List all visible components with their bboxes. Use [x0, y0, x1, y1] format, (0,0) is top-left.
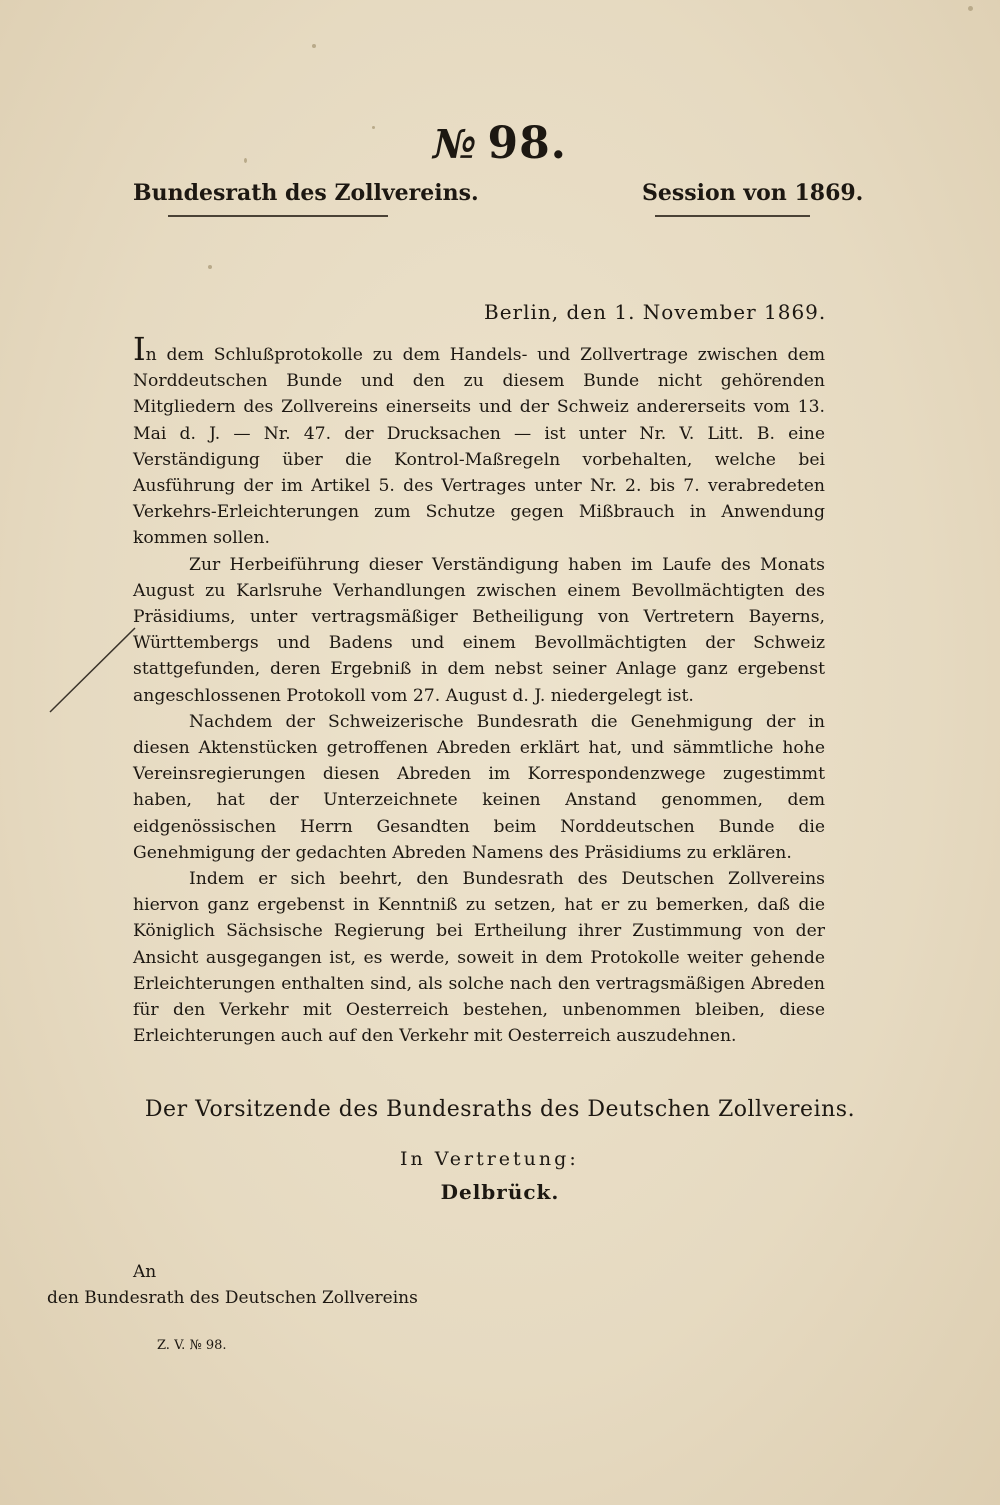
signature-name: Delbrück.: [440, 1180, 560, 1204]
paragraph-1: In dem Schlußprotokolle zu dem Handels- und Zollvertrage zwischen dem Norddeutschen Bunde und den zu diesem Bunde nicht gehörenden Mitgliedern des Zollvereins einerseits und der Schweiz andererseits vom 13. Mai d. J. — Nr. 47. der Drucksachen — ist unter Nr. V. Litt. B. eine Verständigung über die Kontrol-Maßregeln vorbehalten, welche bei Ausführung der im Artikel 5. des Vertrages unter Nr. 2. bis 7. verabredeten Verkehrs-Erleichterungen zum Schutze gegen Mißbrauch in Anwendung kommen sollen.: [133, 330, 825, 549]
header-institution: Bundesrath des Zollvereins.: [133, 180, 479, 206]
footer-reference: Z. V. № 98.: [157, 1338, 227, 1353]
signature-title: Der Vorsitzende des Bundesraths des Deutschen Zollvereins.: [144, 1097, 856, 1122]
address-line-1: An: [133, 1262, 157, 1282]
dateline: Berlin, den 1. November 1869.: [484, 300, 827, 324]
address-line-2: den Bundesrath des Deutschen Zollvereins: [47, 1288, 418, 1308]
paper-speck: [968, 6, 973, 11]
paper-speck: [244, 158, 247, 163]
number-value: 98.: [487, 118, 568, 169]
paper-speck: [208, 265, 212, 269]
header-session: Session von 1869.: [642, 180, 864, 206]
number-symbol: №: [432, 121, 478, 168]
paper-speck: [312, 44, 316, 48]
paragraph-2: Zur Herbeiführung dieser Verständigung haben im Laufe des Monats August zu Karlsruhe Verhandlungen zwischen einem Bevollmächtigten des Präsidiums, unter vertragsmäßiger Betheiligung von Vertretern Bayerns, Württembergs und Badens und einem Bevollmächtigten der Schweiz stattgefunden, deren Ergebniß in dem nebst seiner Anlage ganz ergebenst angeschlossenen Protokoll vom 27. August d. J. niedergelegt ist.: [133, 554, 825, 706]
paragraph-4: Indem er sich beehrt, den Bundesrath des Deutschen Zollvereins hiervon ganz ergebenst in Kenntniß zu setzen, hat er zu bemerken, daß die Königlich Sächsische Regierung bei Ertheilung ihrer Zustimmung von der Ansicht ausgegangen ist, es werde, soweit in dem Protokolle weiter gehende Erleichterungen enthalten sind, als solche nach den vertragsmäßigen Abreden für den Verkehr mit Oesterreich bestehen, unbenommen bleiben, diese Erleichterungen auch auf den Verkehr mit Oesterreich auszudehnen.: [133, 869, 825, 1047]
paper-speck: [372, 126, 375, 129]
paragraph-3: Nachdem der Schweizerische Bundesrath die Genehmigung der in diesen Aktenstücken getroffenen Abreden erklärt hat, und sämmtliche hohe Vereinsregierungen diesen Abreden im Korrespondenzwege zugestimmt haben, hat der Unterzeichnete keinen Anstand genommen, dem eidgenössischen Herrn Gesandten beim Norddeutschen Bunde die Genehmigung der gedachten Abreden Namens des Präsidiums zu erklären.: [133, 711, 825, 863]
signature-representation: In Vertretung:: [400, 1148, 579, 1170]
